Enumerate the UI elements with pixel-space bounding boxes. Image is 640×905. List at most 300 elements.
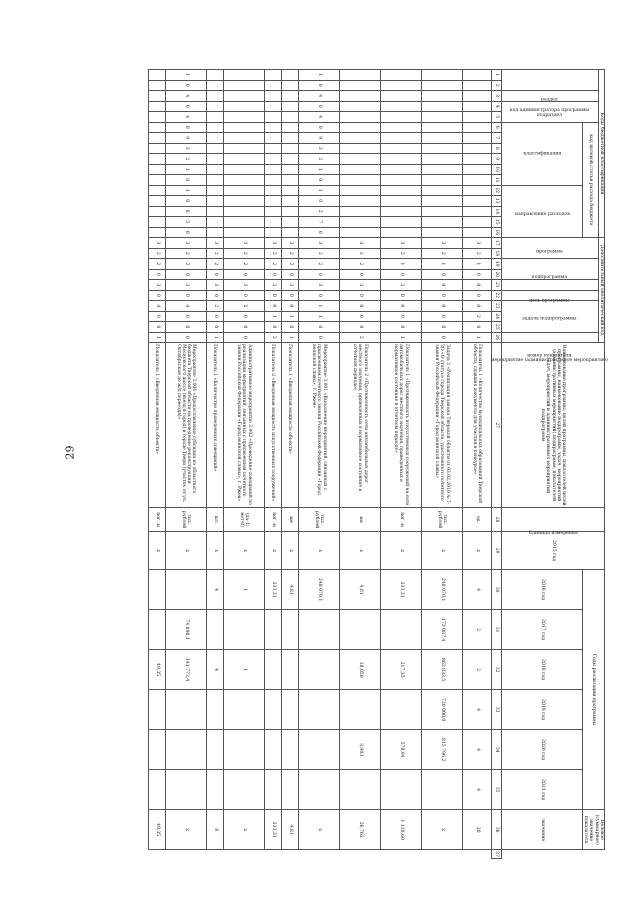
value-2016: 4 — [462, 570, 491, 610]
code-cell — [380, 112, 421, 123]
code-cell: 0 — [298, 290, 339, 301]
header-dop-meropriyatie: мероприятие (административное мероприятие) — [501, 301, 598, 333]
value-2020: 3,903 — [339, 730, 380, 770]
code-cell: 3 — [165, 280, 206, 291]
row-name: Показатель 1 «Введенная мощность объекта» — [281, 343, 298, 508]
row-name: Показатель 1 «Количество проведенных совещаний» — [206, 343, 223, 508]
code-cell: 1 — [281, 332, 298, 343]
code-cell — [380, 143, 421, 154]
code-cell — [223, 101, 264, 112]
code-cell: 0 — [223, 311, 264, 322]
code-cell — [148, 122, 165, 133]
header-dop: Дополнительный аналитический код — [598, 238, 604, 343]
code-cell — [339, 164, 380, 175]
code-cell: 0 — [165, 332, 206, 343]
value-2019 — [148, 690, 165, 730]
code-cell: 0 — [281, 290, 298, 301]
code-cell: 0 — [223, 332, 264, 343]
code-cell: 0 — [421, 322, 462, 333]
code-cell: 2 — [298, 259, 339, 270]
value-2018: 49,35 — [148, 650, 165, 690]
table-row — [380, 70, 421, 859]
value-2019 — [281, 690, 298, 730]
code-cell — [462, 122, 491, 133]
code-cell: 2 — [148, 248, 165, 259]
code-cell — [339, 175, 380, 186]
code-cell: 0 — [223, 322, 264, 333]
code-cell — [339, 91, 380, 102]
code-cell: 1 — [281, 311, 298, 322]
code-cell — [281, 80, 298, 91]
code-cell: 3 — [462, 238, 491, 249]
column-number: 20 — [491, 269, 501, 280]
code-cell: 0 — [421, 280, 462, 291]
code-cell: 2 — [298, 154, 339, 165]
value-2020 — [148, 730, 165, 770]
value-2021 — [298, 770, 339, 810]
column-number: 11 — [491, 175, 501, 186]
header-dop-zadacha: задача подпрограммы — [501, 290, 598, 301]
code-cell: 1 — [148, 332, 165, 343]
code-cell — [148, 185, 165, 196]
header-dop-programma: программа — [501, 238, 598, 259]
code-cell — [421, 185, 462, 196]
value-2020 — [298, 730, 339, 770]
code-cell: 2 — [264, 332, 281, 343]
row-target: 1 129,60 — [380, 810, 421, 850]
value-2019 — [223, 690, 264, 730]
code-cell: 2 — [281, 248, 298, 259]
code-cell — [148, 154, 165, 165]
value-2016 — [148, 570, 165, 610]
code-cell — [462, 175, 491, 186]
code-cell — [206, 143, 223, 154]
value-2015: х — [339, 532, 380, 570]
code-cell — [264, 70, 281, 81]
code-cell — [421, 217, 462, 228]
column-number: 6 — [491, 122, 501, 133]
code-cell — [148, 143, 165, 154]
code-cell — [380, 185, 421, 196]
code-cell: 1 — [165, 164, 206, 175]
code-cell — [421, 143, 462, 154]
code-cell: 3 — [148, 238, 165, 249]
code-cell — [206, 185, 223, 196]
header-2021: 2021 год — [501, 770, 582, 810]
column-number: 7 — [491, 133, 501, 144]
code-cell: 3 — [298, 143, 339, 154]
code-cell — [421, 196, 462, 207]
code-cell: 0 — [298, 101, 339, 112]
header-kbk-celevaya: код целевой статьи расхода бюджета — [582, 122, 598, 238]
row-unit: тыс. рублей — [165, 508, 206, 532]
row-name: Показатель 1 «Количество муниципальных образований Тверской области, сдавших документы для участия в конкурсе» — [462, 343, 491, 508]
header-2016: 2016 год — [501, 570, 582, 610]
row-unit: пог. м — [148, 508, 165, 532]
header-kbk: Коды бюджетной классификации — [598, 70, 604, 238]
code-cell: 0 — [165, 80, 206, 91]
code-cell: 3 — [165, 238, 206, 249]
code-cell — [339, 196, 380, 207]
code-cell — [223, 80, 264, 91]
code-cell — [264, 206, 281, 217]
code-cell: 0 — [298, 322, 339, 333]
row-name: Показатель 1 «Протяженность искусственных сооружений на сети автомобильных дорог местного значения, приведенных в нормативное состояние в отчетном периоде» — [380, 343, 421, 508]
code-cell: 0 — [421, 290, 462, 301]
column-number: 10 — [491, 164, 501, 175]
value-2019 — [165, 690, 206, 730]
column-number: 21 — [491, 280, 501, 291]
code-cell: 1 — [298, 164, 339, 175]
code-cell — [264, 91, 281, 102]
column-number: 16 — [491, 227, 501, 238]
header-dop-nomer: номер показателя — [501, 332, 598, 343]
code-cell — [421, 122, 462, 133]
row-target: х — [421, 810, 462, 850]
row-target: 26,763 — [339, 810, 380, 850]
code-cell: 4 — [165, 112, 206, 123]
value-2019 — [298, 690, 339, 730]
value-2020: 4 — [462, 730, 491, 770]
code-cell — [206, 112, 223, 123]
code-cell — [339, 70, 380, 81]
code-cell: 2 — [206, 248, 223, 259]
code-cell: 3 — [281, 238, 298, 249]
code-cell — [223, 217, 264, 228]
table-row — [223, 70, 264, 859]
code-cell — [223, 175, 264, 186]
code-cell — [223, 185, 264, 196]
column-number: 36 — [491, 810, 501, 850]
code-cell: 0 — [165, 101, 206, 112]
code-cell — [421, 227, 462, 238]
code-cell: 0 — [165, 322, 206, 333]
code-cell — [380, 227, 421, 238]
code-cell: 3 — [339, 238, 380, 249]
code-cell: 0 — [206, 290, 223, 301]
code-cell — [462, 164, 491, 175]
code-cell: 2 — [281, 259, 298, 270]
code-cell: 1 — [298, 301, 339, 312]
code-cell: 0 — [223, 269, 264, 280]
value-2018: 1 — [223, 650, 264, 690]
code-cell: 2 — [206, 259, 223, 270]
value-2018: 863 833,5 — [421, 650, 462, 690]
column-number: 34 — [491, 730, 501, 770]
value-2018 — [281, 650, 298, 690]
code-cell — [339, 227, 380, 238]
code-cell — [264, 80, 281, 91]
code-cell: 0 — [281, 301, 298, 312]
code-cell: 0 — [298, 196, 339, 207]
value-2015: х — [380, 532, 421, 570]
column-number: 3 — [491, 91, 501, 102]
value-2021 — [165, 770, 206, 810]
code-cell: 2 — [264, 248, 281, 259]
column-number: 8 — [491, 143, 501, 154]
code-cell: 0 — [298, 227, 339, 238]
code-cell — [281, 206, 298, 217]
code-cell — [462, 227, 491, 238]
header-target-value: значение — [501, 810, 582, 850]
code-cell: 0 — [421, 332, 462, 343]
code-cell — [462, 91, 491, 102]
code-cell — [223, 70, 264, 81]
code-cell: 3 — [223, 238, 264, 249]
table-row — [148, 70, 165, 859]
value-2018: 217,35 — [380, 650, 421, 690]
column-number: 22 — [491, 290, 501, 301]
value-2015: х — [223, 532, 264, 570]
code-cell: 2 — [421, 248, 462, 259]
code-cell: 0 — [462, 280, 491, 291]
code-cell: 2 — [380, 248, 421, 259]
header-dop-podprogramma: подпрограмма — [501, 259, 598, 280]
code-cell: 9 — [165, 133, 206, 144]
code-cell: 1 — [421, 259, 462, 270]
code-cell: 0 — [264, 322, 281, 333]
row-unit: пог. м — [264, 508, 281, 532]
code-cell: 0 — [165, 269, 206, 280]
value-2019 — [264, 690, 281, 730]
header-2020: 2020 год — [501, 730, 582, 770]
code-cell — [264, 227, 281, 238]
code-cell: 2 — [339, 248, 380, 259]
row-unit: тыс. рублей — [298, 508, 339, 532]
code-cell: 1 — [264, 311, 281, 322]
row-name: Показатель 1 «Введенная мощность объекта» — [148, 343, 165, 508]
code-cell — [339, 101, 380, 112]
code-cell — [380, 175, 421, 186]
value-2020: 578,94 — [380, 730, 421, 770]
table-row — [165, 70, 206, 859]
code-cell — [223, 122, 264, 133]
code-cell: 0 — [339, 311, 380, 322]
row-unit: км — [339, 508, 380, 532]
code-cell — [421, 164, 462, 175]
value-2015: х — [264, 532, 281, 570]
column-number: 33 — [491, 690, 501, 730]
code-cell — [223, 143, 264, 154]
code-cell — [380, 196, 421, 207]
column-number: 24 — [491, 311, 501, 322]
code-cell: 0 — [165, 290, 206, 301]
code-cell — [148, 227, 165, 238]
code-cell: 5 — [165, 217, 206, 228]
code-cell: 2 — [339, 332, 380, 343]
code-cell — [421, 70, 462, 81]
code-cell: 2 — [223, 248, 264, 259]
code-cell: 0 — [421, 301, 462, 312]
code-cell — [148, 112, 165, 123]
column-number: 32 — [491, 650, 501, 690]
code-cell: 0 — [223, 290, 264, 301]
row-target: 4,81 — [281, 810, 298, 850]
code-cell: 0 — [298, 175, 339, 186]
value-2020 — [264, 730, 281, 770]
value-2017 — [281, 610, 298, 650]
code-cell: 0 — [462, 269, 491, 280]
code-cell — [223, 154, 264, 165]
value-2021 — [223, 770, 264, 810]
row-name: Мероприятие 3.004 «Предоставление субсидии из областного бюджета Тверской области на проведение реконструкции Московского шоссе (въезд в город) в городе Твери (участок от ул. Октябрьская до ж/д переезда)» — [165, 343, 206, 508]
code-cell: 0 — [281, 269, 298, 280]
header-name: Наименование программы, целей программы, показателей целей программы, наименование подпрограмм, задач, мероприятий (административных мероприятий) подпрограмм, показателей задач, мероприятий и административных мероприятий подпрограмм — [501, 343, 604, 508]
column-number: 23 — [491, 301, 501, 312]
code-cell — [380, 101, 421, 112]
code-cell: 0 — [339, 301, 380, 312]
code-cell — [148, 70, 165, 81]
code-cell — [421, 101, 462, 112]
code-cell: 0 — [462, 290, 491, 301]
code-cell: 0 — [148, 311, 165, 322]
code-cell — [462, 70, 491, 81]
code-cell — [148, 196, 165, 207]
row-name: Показатель 2 «Протяженность сети автомобильных дорог местного значения, приведенных в нормативное состояние в отчетном периоде» — [339, 343, 380, 508]
value-2017 — [339, 610, 380, 650]
column-number: 19 — [491, 259, 501, 270]
code-cell — [281, 112, 298, 123]
code-cell — [264, 122, 281, 133]
code-cell — [462, 206, 491, 217]
value-2015: х — [462, 532, 491, 570]
code-cell — [339, 80, 380, 91]
column-number: 14 — [491, 206, 501, 217]
code-cell: 0 — [281, 322, 298, 333]
code-cell — [421, 80, 462, 91]
column-number: 1 — [491, 70, 501, 81]
code-cell: 0 — [264, 301, 281, 312]
table-row — [421, 70, 462, 859]
header-target: Целевое (суммарное) значение показателя — [582, 810, 604, 850]
code-cell: 1 — [298, 311, 339, 322]
table-row — [298, 70, 339, 859]
code-cell: 2 — [206, 301, 223, 312]
row-target: 8 — [206, 810, 223, 850]
code-cell — [206, 80, 223, 91]
rotated-page — [93, 69, 609, 859]
code-cell: 3 — [264, 238, 281, 249]
code-cell — [148, 133, 165, 144]
value-2020 — [165, 730, 206, 770]
row-target: 20 — [462, 810, 491, 850]
value-2016: 1 — [223, 570, 264, 610]
code-cell — [206, 206, 223, 217]
code-cell — [339, 206, 380, 217]
row-target: х — [298, 810, 339, 850]
code-cell — [380, 133, 421, 144]
column-number: 2 — [491, 80, 501, 91]
value-2021 — [281, 770, 298, 810]
code-cell: 3 — [223, 280, 264, 291]
row-name: Административное мероприятие 3.002 «Проведение совещаний по реализации мероприятий, связанных с присвоением почетного звания Российской Федерации «Город воинской славы», г. Ржев» — [223, 343, 264, 508]
code-cell — [462, 80, 491, 91]
row-target: х — [165, 810, 206, 850]
code-cell — [148, 206, 165, 217]
value-2015: х — [206, 532, 223, 570]
column-number-row — [491, 70, 501, 859]
code-cell — [462, 143, 491, 154]
code-cell — [462, 101, 491, 112]
code-cell: 4 — [165, 91, 206, 102]
code-cell: 3 — [206, 280, 223, 291]
code-cell — [421, 175, 462, 186]
row-target: 49,35 — [148, 810, 165, 850]
code-cell: 2 — [298, 248, 339, 259]
code-cell: 4 — [165, 301, 206, 312]
code-cell: 0 — [264, 290, 281, 301]
row-name: Показатель 2 «Введенная мощность искусственных сооружений» — [264, 343, 281, 508]
code-cell — [223, 91, 264, 102]
code-cell: 9 — [298, 133, 339, 144]
code-cell: 2 — [462, 311, 491, 322]
code-cell — [281, 164, 298, 175]
code-cell — [339, 185, 380, 196]
code-cell — [281, 196, 298, 207]
value-2016: 4,81 — [281, 570, 298, 610]
code-cell: 3 — [380, 238, 421, 249]
code-cell: 0 — [165, 311, 206, 322]
code-cell — [380, 154, 421, 165]
value-2018: 4 — [206, 650, 223, 690]
code-cell — [380, 122, 421, 133]
row-unit: км — [281, 508, 298, 532]
code-cell — [281, 154, 298, 165]
code-cell — [206, 122, 223, 133]
code-cell: 0 — [421, 311, 462, 322]
code-cell — [206, 196, 223, 207]
header-years: Годы реализации программы — [582, 570, 604, 810]
header-kbk-admin: код администратора программы — [501, 70, 598, 91]
code-cell — [206, 91, 223, 102]
code-cell — [380, 164, 421, 175]
column-number: 13 — [491, 196, 501, 207]
code-cell: 1 — [165, 185, 206, 196]
code-cell: 3 — [339, 280, 380, 291]
code-cell — [223, 227, 264, 238]
code-cell: 0 — [339, 269, 380, 280]
value-2015: х — [298, 532, 339, 570]
code-cell — [264, 175, 281, 186]
code-cell — [264, 112, 281, 123]
value-2017: 2 — [462, 610, 491, 650]
code-cell: 0 — [206, 269, 223, 280]
code-cell — [148, 101, 165, 112]
code-cell — [462, 133, 491, 144]
code-cell: 0 — [148, 269, 165, 280]
value-2016: 333,31 — [380, 570, 421, 610]
code-cell — [339, 143, 380, 154]
code-cell — [281, 175, 298, 186]
column-number: 9 — [491, 154, 501, 165]
code-cell: 0 — [380, 322, 421, 333]
value-2018 — [264, 650, 281, 690]
row-unit: тыс. рублей — [421, 508, 462, 532]
column-number: 18 — [491, 248, 501, 259]
code-cell — [421, 112, 462, 123]
column-number: 5 — [491, 112, 501, 123]
column-number: 12 — [491, 185, 501, 196]
value-2017: 74 898,1 — [165, 610, 206, 650]
table-row — [264, 70, 281, 859]
code-cell — [223, 196, 264, 207]
page-number: 29 — [63, 445, 77, 460]
value-2016: 4 — [206, 570, 223, 610]
code-cell: 0 — [380, 301, 421, 312]
code-cell — [264, 196, 281, 207]
code-cell — [223, 206, 264, 217]
code-cell: 0 — [206, 311, 223, 322]
